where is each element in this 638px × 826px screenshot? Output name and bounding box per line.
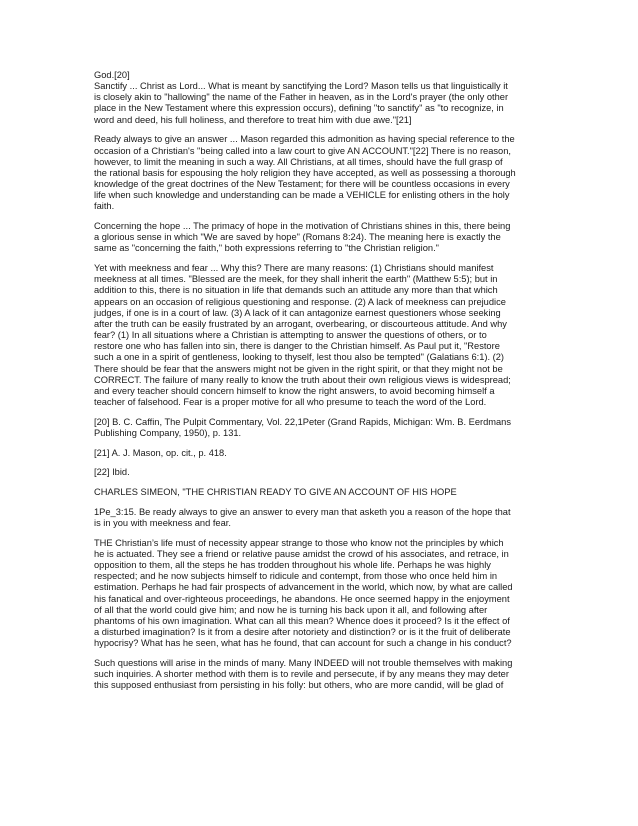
footnote-21: [21] A. J. Mason, op. cit., p. 418. [94, 447, 227, 458]
paragraph-christians-life: THE Christian’s life must of necessity appear strange to those who know not the principles by which he is actuated. They see a friend or relative pause amidst the crowd of his associates, and retrace, in opposition to them, all the steps he has trodden throughout his whole life. Perhaps he was highly respected; and he now subjects himself to ridicule and contempt, from those who once held him in estimation. Perhaps he had fair prospects of advancement in the world, which now, by what are called his fanatical and over-righteous proceedings, he abandons. He once seemed happy in the enjoyment of all that the world could give him; and now he is turning his back upon it all, and following after phantoms of his own imagination. What can all this mean? Whence does it proceed? Is it the effect of a disturbed imagination? Is it from a desire after notoriety and distinction? or is it the fruit of deliberate hypocrisy? What has he seen, what has he found, that can account for such a change in his conduct? [94, 537, 513, 649]
paragraph-such-questions: Such questions will arise in the minds of many. Many INDEED will not trouble themselves with making such inquiries. A shorter method with them is to revile and persecute, if by any means they may deter this supposed enthusiast from persisting in his folly: but others, who are more candid, will be glad of [94, 657, 513, 691]
scripture-verse: 1Pe_3:15. Be ready always to give an answer to every man that asketh you a reason of the hope that is in you with meekness and fear. [94, 506, 511, 529]
footnote-20: [20] B. C. Caffin, The Pulpit Commentary, Vol. 22,1Peter (Grand Rapids, Michigan: Wm. B. Eerdmans Publishing Company, 1950), p. 131. [94, 416, 511, 438]
section-heading-simeon: CHARLES SIMEON, "THE CHRISTIAN READY TO GIVE AN ACCOUNT OF HIS HOPE [94, 487, 457, 498]
paragraph-meekness-fear: Yet with meekness and fear ... Why this? There are many reasons: (1) Christians should manifest meekness at all times. "Blessed are the meek, for they shall inherit the earth" (Matthew 5:5); but in addition to this, there is no situation in life that demands such an attitude any more than that which appears on an occasion of religious questioning and response. (2) A lack of meekness can prejudice judges, if one is in a court of law. (3) A lack of it can antagonize earnest questioners whose seeking after the truth can be easily frustrated by an arrogant, overbearing, or discourteous attitude. And why fear? (1) In all situations where a Christian is attempting to answer the questions of others, or to restore one who has fallen into sin, there is danger to the Christian himself. As Paul put it, "Restore such a one in a spirit of gentleness, looking to thyself, lest thou also be tempted" (Galatians 6:1). (2) There should be fear that the answers might not be given in the right spirit, or that they might not be CORRECT. The failure of many really to know the truth about their own religious views is widespread; and every teacher should concern himself to know the right answers, to avoid becoming himself a teacher of falsehood. Fear is a proper motive for all who presume to teach the word of the Lord. [94, 263, 511, 407]
document-page [94, 70, 546, 700]
paragraph-ready-always: Ready always to give an answer ... Mason regarded this admonition as having special reference to the occasion of a Christian's "being called into a law court to give AN ACCOUNT."[22] There is no reason, however, to limit the meaning in such a way. All Christians, at all times, should have the full grasp of the rational basis for espousing the holy religion they have accepted, as well as possessing a thorough knowledge of the great doctrines of the New Testament; for there will be countless occasions in every life when such knowledge and understanding can be made a VEHICLE for enlisting others in the holy faith. [94, 134, 516, 212]
paragraph-sanctify: God.[20] Sanctify ... Christ as Lord... What is meant by sanctifying the Lord? Mason tells us that linguistically it is closely akin to "hallowing" the name of the Father in heaven, as in the Lord's prayer (the only other place in the New Testament where this expression occurs), defining "to sanctify" as "to recognize, in word and deed, his full holiness, and therefore to treat him with due awe."[21] [94, 70, 509, 125]
footnote-22: [22] Ibid. [94, 467, 130, 478]
paragraph-concerning-hope: Concerning the hope ... The primacy of hope in the motivation of Christians shines in this, there being a glorious sense in which "We are saved by hope" (Romans 8:24). The meaning here is exactly the same as "concerning the faith," both expressions referring to "the Christian religion." [94, 221, 511, 254]
